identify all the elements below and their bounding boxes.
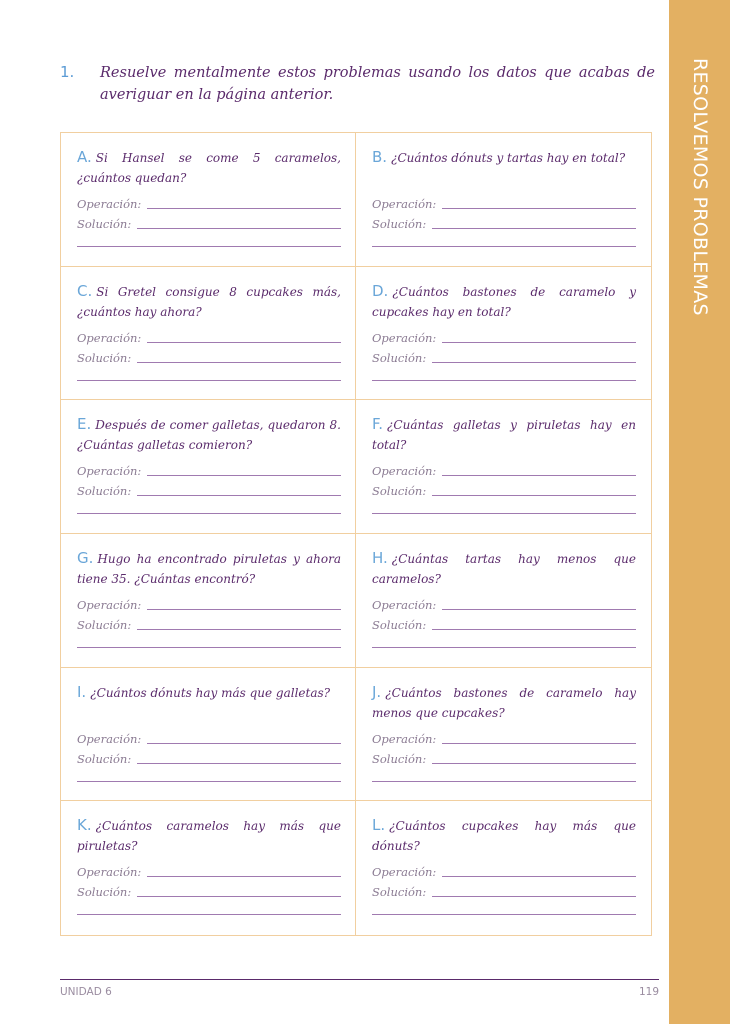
solution-answer-line[interactable] xyxy=(432,494,636,496)
problem-text: ¿Cuántos dónuts y tartas hay en total? xyxy=(391,151,626,165)
problem-question xyxy=(77,815,341,856)
operation-row xyxy=(372,863,636,879)
extra-answer-line[interactable] xyxy=(372,647,636,648)
solution-row xyxy=(77,482,341,498)
problem-text: ¿Cuántas tartas hay menos que caramelos? xyxy=(372,552,636,586)
problem-text: Si Hansel se come 5 caramelos, ¿cuántos quedan? xyxy=(77,151,341,185)
operation-row xyxy=(372,596,636,612)
problem-cell xyxy=(356,400,651,534)
problem-cell xyxy=(61,801,356,935)
extra-answer-line[interactable] xyxy=(372,781,636,782)
solution-answer-line[interactable] xyxy=(432,227,636,229)
problem-letter: L. xyxy=(372,816,386,835)
problem-text: Después de comer galletas, quedaron 8. ¿Cuántas galletas comieron? xyxy=(77,418,341,453)
problem-text: ¿Cuántos dónuts hay más que galletas? xyxy=(90,685,331,700)
operation-row xyxy=(77,596,341,612)
extra-answer-line[interactable] xyxy=(77,914,341,915)
operation-label: Operación: xyxy=(77,598,142,612)
solution-row xyxy=(77,349,341,365)
problem-letter: F. xyxy=(372,415,383,434)
operation-row xyxy=(77,195,341,211)
solution-row xyxy=(77,616,341,632)
problem-letter: I. xyxy=(77,682,87,701)
solution-answer-line[interactable] xyxy=(432,628,636,630)
solution-answer-line[interactable] xyxy=(137,628,341,630)
solution-answer-line[interactable] xyxy=(137,762,341,764)
problem-letter: J. xyxy=(372,682,382,701)
operation-row xyxy=(77,730,341,746)
problem-cell xyxy=(61,133,356,267)
problem-question xyxy=(77,682,341,703)
problem-question xyxy=(372,682,636,723)
operation-row xyxy=(77,462,341,478)
extra-answer-line[interactable] xyxy=(77,246,341,247)
problem-text: ¿Cuántos caramelos hay más que piruletas? xyxy=(77,819,341,854)
operation-answer-line[interactable] xyxy=(442,608,636,610)
problem-cell xyxy=(356,133,651,267)
operation-row xyxy=(77,863,341,879)
problem-question xyxy=(372,147,636,168)
operation-answer-line[interactable] xyxy=(442,875,636,877)
operation-answer-line[interactable] xyxy=(147,608,341,610)
operation-row xyxy=(77,329,341,345)
extra-answer-line[interactable] xyxy=(77,781,341,782)
problem-question xyxy=(372,548,636,589)
problems-grid xyxy=(60,132,652,936)
solution-label: Solución: xyxy=(77,885,132,900)
extra-answer-line[interactable] xyxy=(372,914,636,915)
problem-cell xyxy=(61,534,356,668)
operation-label: Operación: xyxy=(372,197,437,211)
extra-answer-line[interactable] xyxy=(372,380,636,381)
solution-label: Solución: xyxy=(372,484,427,499)
page-number: 119 xyxy=(638,986,659,998)
solution-label: Solución: xyxy=(77,350,132,365)
problem-letter: G. xyxy=(77,549,94,567)
solution-row xyxy=(372,616,636,632)
operation-row xyxy=(372,329,636,345)
operation-row xyxy=(372,462,636,478)
problem-text: Hugo ha encontrado piruletas y ahora tiene 35. ¿Cuántas encontró? xyxy=(77,552,341,586)
operation-label: Operación: xyxy=(372,598,437,612)
side-title xyxy=(669,58,730,318)
operation-label: Operación: xyxy=(77,464,142,479)
extra-answer-line[interactable] xyxy=(372,246,636,247)
solution-row xyxy=(372,349,636,365)
operation-answer-line[interactable] xyxy=(442,742,636,744)
operation-label: Operación: xyxy=(372,731,437,746)
problem-cell xyxy=(356,668,651,802)
problem-letter: C. xyxy=(77,281,93,300)
problem-text: ¿Cuántos bastones de caramelo y cupcakes hay en total? xyxy=(372,284,636,319)
solution-label: Solución: xyxy=(372,350,427,365)
solution-row xyxy=(77,883,341,899)
operation-label: Operación: xyxy=(77,197,142,211)
problem-letter: B. xyxy=(372,148,388,166)
problem-text: Si Gretel consigue 8 cupcakes más, ¿cuántos hay ahora? xyxy=(77,284,341,319)
problem-question xyxy=(77,281,341,322)
solution-answer-line[interactable] xyxy=(432,895,636,897)
solution-answer-line[interactable] xyxy=(137,227,341,229)
solution-label: Solución: xyxy=(77,217,132,231)
operation-answer-line[interactable] xyxy=(442,341,636,343)
operation-answer-line[interactable] xyxy=(147,875,341,877)
operation-row xyxy=(372,730,636,746)
problem-letter: A. xyxy=(77,148,92,166)
problem-cell xyxy=(61,267,356,401)
problem-cell xyxy=(356,534,651,668)
operation-answer-line[interactable] xyxy=(147,742,341,744)
solution-label: Solución: xyxy=(77,484,132,499)
operation-label: Operación: xyxy=(77,865,142,880)
extra-answer-line[interactable] xyxy=(77,513,341,514)
side-title-text: RESOLVEMOS PROBLEMAS xyxy=(688,58,711,316)
operation-label: Operación: xyxy=(77,330,142,345)
solution-row xyxy=(77,215,341,231)
solution-row xyxy=(77,750,341,766)
question-text: Resuelve mentalmente estos problemas usando los datos que acabas de averiguar en la página anterior. xyxy=(100,65,655,103)
problem-letter: E. xyxy=(77,415,92,434)
problem-cell xyxy=(356,801,651,935)
extra-answer-line[interactable] xyxy=(77,647,341,648)
extra-answer-line[interactable] xyxy=(372,513,636,514)
operation-label: Operación: xyxy=(372,464,437,479)
problem-question xyxy=(77,414,341,455)
solution-label: Solución: xyxy=(77,618,132,632)
problem-cell xyxy=(356,267,651,401)
problem-question xyxy=(372,281,636,322)
operation-answer-line[interactable] xyxy=(147,341,341,343)
solution-row xyxy=(372,482,636,498)
extra-answer-line[interactable] xyxy=(77,380,341,381)
question-number: 1. xyxy=(60,63,75,81)
operation-answer-line[interactable] xyxy=(147,474,341,476)
solution-label: Solución: xyxy=(372,217,427,231)
footer-unit: UNIDAD 6 xyxy=(60,986,112,998)
solution-label: Solución: xyxy=(372,618,427,632)
problem-text: ¿Cuántos cupcakes hay más que dónuts? xyxy=(372,819,636,854)
operation-label: Operación: xyxy=(77,731,142,746)
solution-answer-line[interactable] xyxy=(432,361,636,363)
problem-letter: K. xyxy=(77,816,92,835)
solution-row xyxy=(372,883,636,899)
operation-answer-line[interactable] xyxy=(442,207,636,209)
problem-question xyxy=(372,414,636,455)
solution-label: Solución: xyxy=(372,885,427,900)
solution-row xyxy=(372,215,636,231)
problem-cell xyxy=(61,668,356,802)
operation-row xyxy=(372,195,636,211)
solution-label: Solución: xyxy=(372,751,427,766)
solution-answer-line[interactable] xyxy=(137,494,341,496)
solution-answer-line[interactable] xyxy=(137,361,341,363)
solution-label: Solución: xyxy=(77,751,132,766)
operation-label: Operación: xyxy=(372,330,437,345)
operation-answer-line[interactable] xyxy=(147,207,341,209)
problem-question xyxy=(77,147,341,188)
problem-text: ¿Cuántos bastones de caramelo hay menos que cupcakes? xyxy=(372,685,636,720)
operation-label: Operación: xyxy=(372,865,437,880)
solution-row xyxy=(372,750,636,766)
problem-letter: H. xyxy=(372,549,388,567)
problem-question xyxy=(77,548,341,589)
operation-answer-line[interactable] xyxy=(442,474,636,476)
solution-answer-line[interactable] xyxy=(137,895,341,897)
solution-answer-line[interactable] xyxy=(432,762,636,764)
problem-question xyxy=(372,815,636,856)
problem-text: ¿Cuántas galletas y piruletas hay en total? xyxy=(372,418,636,453)
footer-rule xyxy=(60,979,659,980)
problem-cell xyxy=(61,400,356,534)
problem-letter: D. xyxy=(372,281,389,300)
